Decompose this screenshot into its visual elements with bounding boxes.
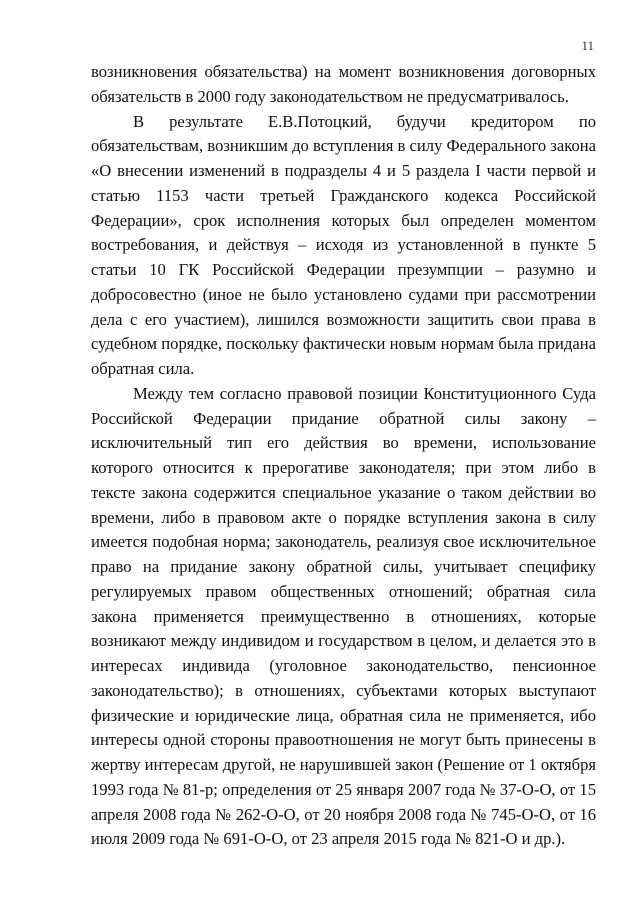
paragraph-continuation: возникновения обязательства) на момент возникновения договорных обязательств в 2000 году законодательством не предусматривалось.: [91, 62, 596, 106]
document-body: [91, 60, 596, 852]
paragraph-potocky-result: В результате Е.В.Потоцкий, будучи кредитором по обязательствам, возникшим до вступления в силу Федерального закона «О внесении изменений в подразделы 4 и 5 раздела I части первой и статью 1153 части третьей Гражданского кодекса Российской Федерации», срок исполнения которых был определен моментом востребования, и действуя – исходя из установленной в пункте 5 статьи 10 ГК Российской Федерации презумпции – разумно и добросовестно (иное не было установлено судами при рассмотрении дела с его участием), лишился возможности защитить свои права в судебном порядке, поскольку фактически новым нормам была придана обратная сила.: [91, 111, 596, 378]
page-number: 11: [581, 38, 594, 53]
paragraph-legal-position: Между тем согласно правовой позиции Конституционного Суда Российской Федерации придание обратной силы закону – исключительный тип его действия во времени, использование которого относится к прерогативе законодателя; при этом либо в тексте закона содержится специальное указание о таком действии во времени, либо в правовом акте о порядке вступления закона в силу имеется подобная норма; законодатель, реализуя свое исключительное право на придание закону обратной силы, учитывает специфику регулируемых правом общественных отношений; обратная сила закона применяется преимущественно в отношениях, которые возникают между индивидом и государством в целом, и делается это в интересах индивида (уголовное законодательство, пенсионное законодательство); в отношениях, субъектами которых выступают физические и юридические лица, обратная сила не применяется, ибо интересы одной стороны правоотношения не могут быть принесены в жертву интересам другой, не нарушившей закон (Решение от 1 октября 1993 года № 81-р; определения от 25 января 2007 года № 37-О-О, от 15 апреля 2008 года № 262-О-О, от 20 ноября 2008 года № 745-О-О, от 16 июля 2009 года № 691-О-О, от 23 апреля 2015 года № 821-О и др.).: [91, 383, 596, 849]
